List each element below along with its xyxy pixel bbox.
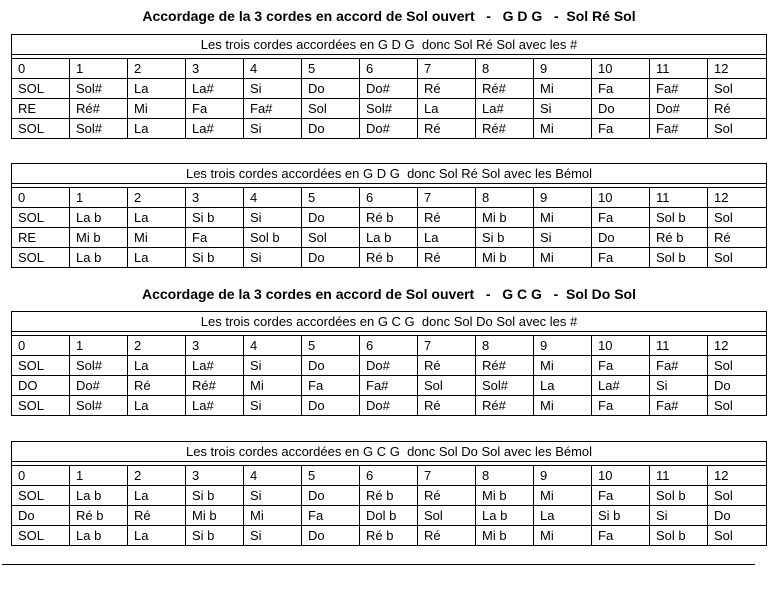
note-cell: Ré b [360,486,418,506]
note-cell: Mi [534,248,592,268]
note-cell: Si b [186,248,244,268]
note-cell: La b [70,208,128,228]
note-cell: La b [360,228,418,248]
open-string-note: Do [12,506,70,526]
note-cell: Ré [418,119,476,139]
table-gcg-flat [11,441,767,546]
note-cell: Sol [708,526,767,546]
note-cell: Do# [650,99,708,119]
note-cell: Do [592,228,650,248]
note-cell: Do [302,356,360,376]
note-cell: Ré# [70,99,128,119]
note-cell: La [534,506,592,526]
note-cell: Ré b [70,506,128,526]
fret-number: 6 [360,336,418,356]
note-cell: Mi [534,208,592,228]
note-cell: Mi b [476,486,534,506]
note-cell: Si [244,208,302,228]
note-cell: Ré [708,99,767,119]
fret-number: 5 [302,336,360,356]
open-string-note: SOL [12,79,70,99]
fret-number: 3 [186,59,244,79]
note-cell: Do# [360,396,418,416]
note-cell: Sol# [70,396,128,416]
note-cell: Fa# [650,119,708,139]
fret-number: 7 [418,336,476,356]
fret-header-row [12,336,767,356]
note-cell: Si [244,79,302,99]
bottom-divider [2,564,755,565]
fret-number: 9 [534,188,592,208]
note-cell: Ré [128,506,186,526]
note-cell: La [418,99,476,119]
fret-number: 12 [708,466,767,486]
note-cell: Sol [418,376,476,396]
note-cell: La [128,119,186,139]
table-caption: Les trois cordes accordées en G D G donc Sol Ré Sol avec les # [12,35,767,55]
note-cell: Mi [534,526,592,546]
fret-number: 5 [302,466,360,486]
fret-number: 1 [70,336,128,356]
fret-number: 8 [476,466,534,486]
note-cell: Si [650,376,708,396]
note-cell: Do [302,119,360,139]
table-caption: Les trois cordes accordées en G D G donc Sol Ré Sol avec les Bémol [12,164,767,184]
note-cell: La [534,376,592,396]
note-cell: Do [302,396,360,416]
fret-number: 8 [476,188,534,208]
note-cell: Si b [186,486,244,506]
fret-number: 5 [302,188,360,208]
note-cell: La b [70,486,128,506]
note-cell: Sol [708,356,767,376]
note-cell: Fa [592,396,650,416]
fret-number: 1 [70,466,128,486]
note-cell: Si b [592,506,650,526]
note-cell: La b [70,248,128,268]
fret-number: 0 [12,466,70,486]
note-cell: Fa [592,119,650,139]
note-cell: La# [186,119,244,139]
string-row [12,486,767,506]
fret-number: 11 [650,466,708,486]
note-cell: Fa# [650,356,708,376]
note-cell: Si [244,486,302,506]
note-cell: Ré# [476,396,534,416]
table-caption: Les trois cordes accordées en G C G donc Sol Do Sol avec les # [12,312,767,332]
note-cell: La# [186,79,244,99]
fret-number: 9 [534,336,592,356]
fret-number: 12 [708,188,767,208]
note-cell: Ré b [650,228,708,248]
note-cell: Fa [302,506,360,526]
note-cell: Si [244,356,302,376]
string-row [12,79,767,99]
note-cell: Mi [534,119,592,139]
note-cell: La [128,486,186,506]
note-cell: Mi [534,356,592,376]
fret-number: 4 [244,59,302,79]
note-cell: Sol [708,486,767,506]
string-row [12,396,767,416]
open-string-note: SOL [12,208,70,228]
note-cell: Ré [418,356,476,376]
note-cell: Ré [418,248,476,268]
note-cell: Fa [592,526,650,546]
fret-number: 4 [244,466,302,486]
note-cell: La# [592,376,650,396]
note-cell: Do# [70,376,128,396]
note-cell: La [128,396,186,416]
fret-number: 3 [186,188,244,208]
note-cell: Sol# [70,356,128,376]
open-string-note: RE [12,228,70,248]
note-cell: Do [592,99,650,119]
fret-header-row [12,59,767,79]
open-string-note: SOL [12,356,70,376]
note-cell: Fa# [650,396,708,416]
fret-number: 9 [534,466,592,486]
note-cell: Fa [186,228,244,248]
note-cell: Si b [476,228,534,248]
note-cell: Fa [592,248,650,268]
note-cell: Fa [592,486,650,506]
fret-number: 0 [12,336,70,356]
note-cell: Ré [418,208,476,228]
fret-number: 0 [12,188,70,208]
note-cell: Do# [360,79,418,99]
note-cell: Fa [302,376,360,396]
open-string-note: SOL [12,248,70,268]
open-string-note: RE [12,99,70,119]
note-cell: Sol [302,228,360,248]
note-cell: La [128,526,186,546]
note-cell: Ré# [476,79,534,99]
fret-number: 1 [70,188,128,208]
note-cell: Si [244,526,302,546]
note-cell: La# [476,99,534,119]
string-row [12,356,767,376]
note-cell: Si b [186,208,244,228]
fret-number: 11 [650,336,708,356]
fret-number: 10 [592,466,650,486]
note-cell: La [128,248,186,268]
string-row [12,248,767,268]
note-cell: Sol b [650,486,708,506]
fret-number: 11 [650,188,708,208]
fret-number: 2 [128,466,186,486]
note-cell: Do [302,526,360,546]
fret-number: 4 [244,336,302,356]
note-cell: Do [708,506,767,526]
open-string-note: SOL [12,486,70,506]
note-cell: Si b [186,526,244,546]
note-cell: Dol b [360,506,418,526]
note-cell: Mi [534,79,592,99]
note-cell: La# [186,396,244,416]
note-cell: Fa [592,356,650,376]
section-2-heading: Accordage de la 3 cordes en accord de Sol ouvert - G C G - Sol Do Sol [141,286,636,302]
fret-number: 2 [128,336,186,356]
note-cell: Mi b [476,208,534,228]
note-cell: Sol [708,396,767,416]
fret-number: 10 [592,336,650,356]
note-cell: Sol# [70,119,128,139]
fret-number: 12 [708,59,767,79]
open-string-note: SOL [12,396,70,416]
fret-number: 0 [12,59,70,79]
fret-header-row [12,466,767,486]
note-cell: Do [302,208,360,228]
note-cell: Ré [418,526,476,546]
note-cell: Fa [592,208,650,228]
note-cell: Ré b [360,208,418,228]
open-string-note: SOL [12,119,70,139]
note-cell: Sol# [70,79,128,99]
table-gcg-sharp [11,311,767,416]
note-cell: Fa [592,79,650,99]
note-cell: Si [534,228,592,248]
note-cell: La b [476,506,534,526]
fret-number: 7 [418,188,476,208]
fret-number: 6 [360,188,418,208]
note-cell: Sol# [360,99,418,119]
note-cell: La# [186,356,244,376]
note-cell: Do# [360,119,418,139]
fret-number: 3 [186,466,244,486]
note-cell: Mi b [476,526,534,546]
fret-number: 10 [592,188,650,208]
note-cell: Do [708,376,767,396]
note-cell: La [128,79,186,99]
note-cell: Sol [418,506,476,526]
note-cell: Mi [244,376,302,396]
table-gdg-sharp [11,34,767,139]
note-cell: Sol [708,208,767,228]
note-cell: Sol b [650,526,708,546]
note-cell: Sol b [244,228,302,248]
note-cell: La [418,228,476,248]
note-cell: Do [302,79,360,99]
note-cell: Do# [360,356,418,376]
note-cell: Mi [534,396,592,416]
note-cell: Mi [244,506,302,526]
note-cell: Ré [708,228,767,248]
note-cell: Fa# [650,79,708,99]
note-cell: Si [244,248,302,268]
section-1-heading: Accordage de la 3 cordes en accord de Sol ouvert - G D G - Sol Ré Sol [142,8,636,24]
note-cell: Ré [418,396,476,416]
string-row [12,119,767,139]
string-row [12,99,767,119]
note-cell: Ré [418,486,476,506]
note-cell: Fa# [244,99,302,119]
note-cell: Fa# [360,376,418,396]
fret-number: 10 [592,59,650,79]
string-row [12,506,767,526]
note-cell: La [128,356,186,376]
fret-number: 6 [360,59,418,79]
string-row [12,376,767,396]
note-cell: Ré [418,79,476,99]
note-cell: Mi [128,99,186,119]
fret-number: 2 [128,59,186,79]
note-cell: Sol b [650,208,708,228]
note-cell: Sol [708,248,767,268]
note-cell: Ré b [360,526,418,546]
note-cell: Mi [534,486,592,506]
fret-number: 2 [128,188,186,208]
note-cell: Do [302,248,360,268]
fret-number: 7 [418,466,476,486]
fret-number: 3 [186,336,244,356]
note-cell: Sol [708,119,767,139]
note-cell: Mi b [186,506,244,526]
string-row [12,208,767,228]
fret-number: 5 [302,59,360,79]
fret-number: 6 [360,466,418,486]
fret-header-row [12,188,767,208]
note-cell: Ré [128,376,186,396]
fret-number: 4 [244,188,302,208]
fret-number: 12 [708,336,767,356]
table-caption: Les trois cordes accordées en G C G donc Sol Do Sol avec les Bémol [12,442,767,462]
note-cell: Si [244,396,302,416]
note-cell: Sol b [650,248,708,268]
note-cell: La [128,208,186,228]
table-gdg-flat [11,163,767,268]
note-cell: Ré# [186,376,244,396]
note-cell: Si [534,99,592,119]
note-cell: Fa [186,99,244,119]
open-string-note: SOL [12,526,70,546]
note-cell: Mi b [476,248,534,268]
note-cell: Si [650,506,708,526]
fret-number: 8 [476,336,534,356]
fret-number: 1 [70,59,128,79]
note-cell: La b [70,526,128,546]
open-string-note: DO [12,376,70,396]
note-cell: Si [244,119,302,139]
string-row [12,228,767,248]
note-cell: Ré b [360,248,418,268]
note-cell: Ré# [476,119,534,139]
note-cell: Ré# [476,356,534,376]
note-cell: Sol [302,99,360,119]
fret-number: 8 [476,59,534,79]
note-cell: Mi b [70,228,128,248]
fret-number: 9 [534,59,592,79]
note-cell: Sol [708,79,767,99]
note-cell: Sol# [476,376,534,396]
note-cell: Do [302,486,360,506]
string-row [12,526,767,546]
fret-number: 11 [650,59,708,79]
fret-number: 7 [418,59,476,79]
note-cell: Mi [128,228,186,248]
